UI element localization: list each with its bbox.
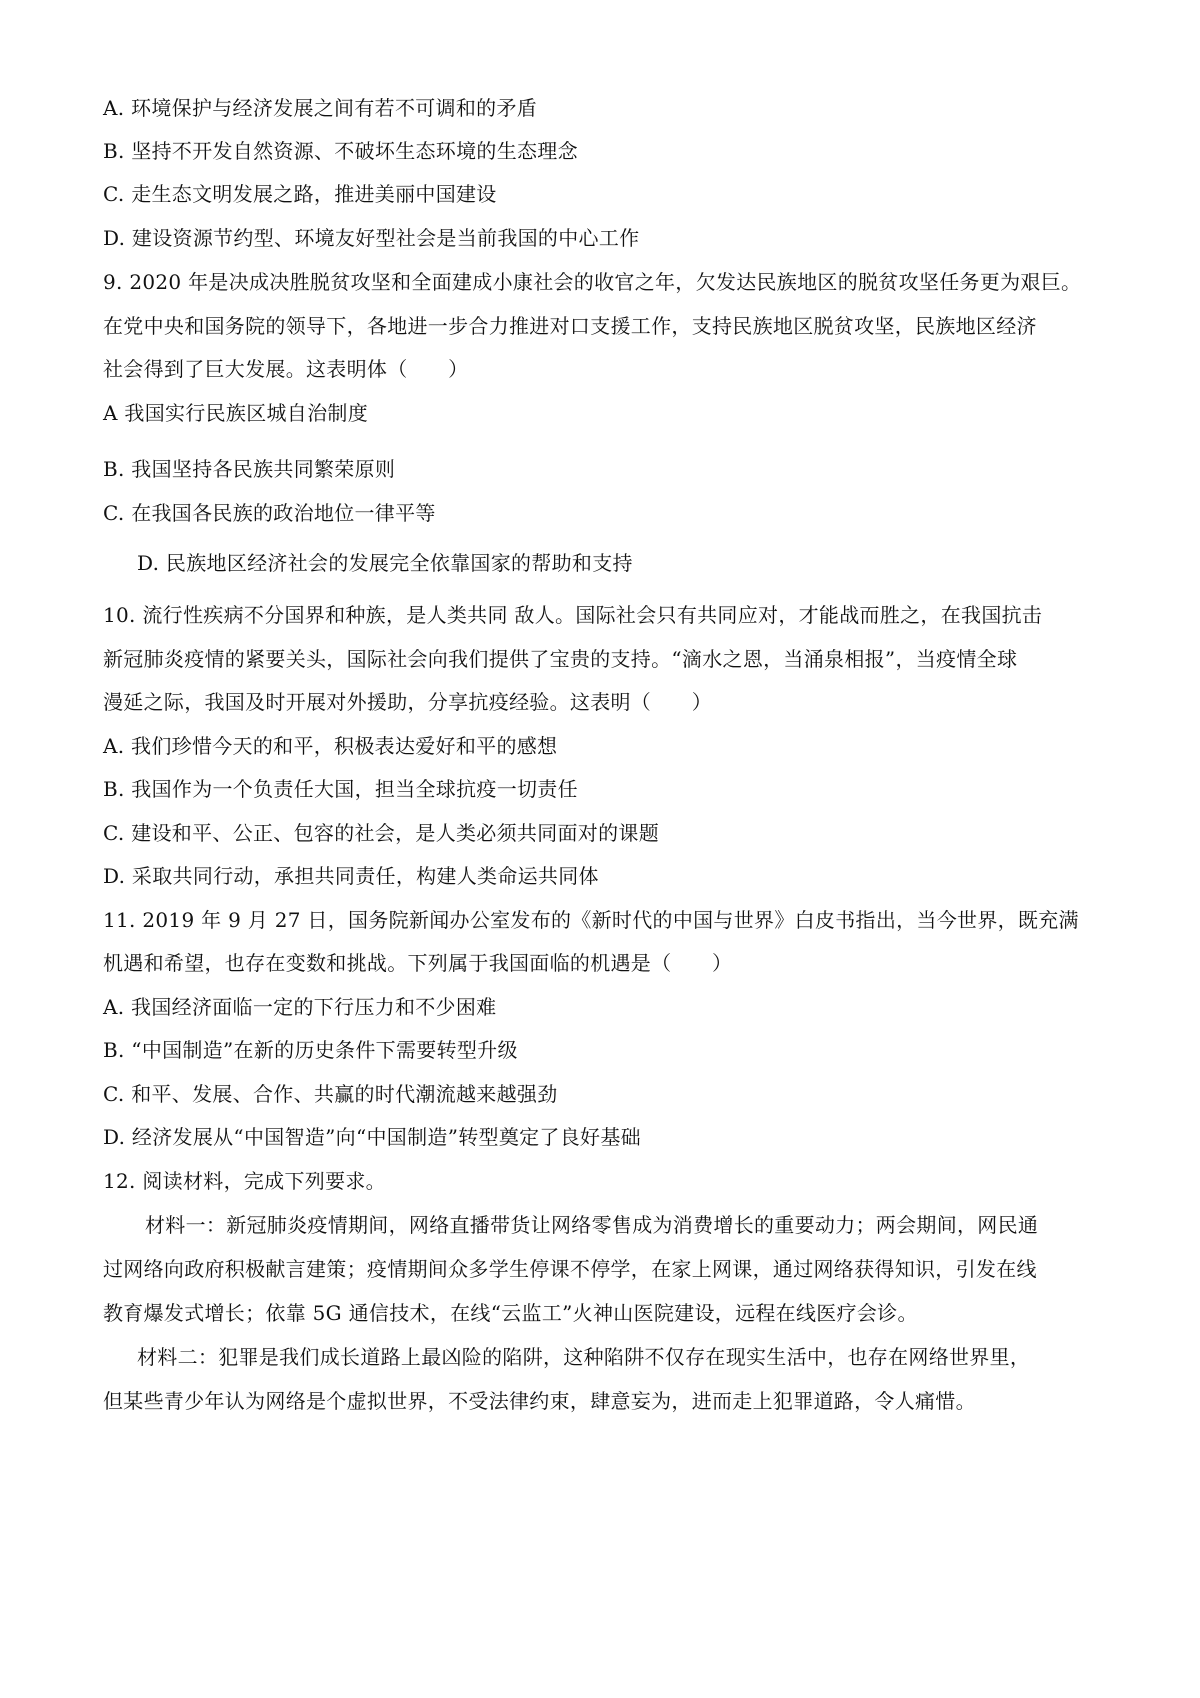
q11-option-a: A. 我国经济面临一定的下行压力和不少困难 [103,995,497,1019]
q10-option-d: D. 采取共同行动，承担共同责任，构建人类命运共同体 [103,864,599,888]
q12-material-2-line-2: 但某些青少年认为网络是个虚拟世界，不受法律约束，肆意妄为，进而走上犯罪道路，令人痛惜。 [103,1389,976,1413]
q11-option-b: B. “中国制造”在新的历史条件下需要转型升级 [103,1038,518,1062]
q10-stem-line-1: 10. 流行性疾病不分国界和种族，是人类共同 敌人。国际社会只有共同应对，才能战而胜之，在我国抗击 [103,603,1043,627]
q9-option-a: A 我国实行民族区城自治制度 [103,401,369,425]
q12-material-1-line-1: 材料一：新冠肺炎疫情期间，网络直播带货让网络零售成为消费增长的重要动力；两会期间，网民通 [145,1213,1039,1237]
q9-option-b: B. 我国坚持各民族共同繁荣原则 [103,457,396,481]
q9-stem-line-1: 9. 2020 年是决成决胜脱贫攻坚和全面建成小康社会的收官之年，欠发达民族地区的脱贫攻坚任务更为艰巨。 [103,270,1082,294]
q12-material-1-line-2: 过网络向政府积极献言建策；疫情期间众多学生停课不停学，在家上网课，通过网络获得知识，引发在线 [103,1257,1037,1281]
q12-stem: 12. 阅读材料，完成下列要求。 [103,1169,386,1193]
q9-option-d: D. 民族地区经济社会的发展完全依靠国家的帮助和支持 [137,551,633,575]
q10-option-a: A. 我们珍惜今天的和平，积极表达爱好和平的感想 [103,734,558,758]
q9-option-c: C. 在我国各民族的政治地位一律平等 [103,501,436,525]
q10-option-b: B. 我国作为一个负责任大国，担当全球抗疫一切责任 [103,777,578,801]
q11-stem-line-2: 机遇和希望，也存在变数和挑战。下列属于我国面临的机遇是（ ） [103,951,733,975]
q9-stem-line-3: 社会得到了巨大发展。这表明体（ ） [103,357,469,381]
q11-stem-line-1: 11. 2019 年 9 月 27 日，国务院新闻办公室发布的《新时代的中国与世界》白皮书指出，当今世界，既充满 [103,908,1079,932]
q11-option-c: C. 和平、发展、合作、共赢的时代潮流越来越强劲 [103,1082,558,1106]
q11-option-d: D. 经济发展从“中国智造”向“中国制造”转型奠定了良好基础 [103,1125,641,1149]
q8-option-b: B. 坚持不开发自然资源、不破坏生态环境的生态理念 [103,139,578,163]
q10-stem-line-2: 新冠肺炎疫情的紧要关头，国际社会向我们提供了宝贵的支持。“滴水之恩，当涌泉相报”，当疫情全球 [103,647,1018,671]
q12-material-1-line-3: 教育爆发式增长；依靠 5G 通信技术，在线“云监工”火神山医院建设，远程在线医疗会诊。 [103,1301,918,1325]
q9-stem-line-2: 在党中央和国务院的领导下，各地进一步合力推进对口支援工作，支持民族地区脱贫攻坚，民族地区经济 [103,314,1037,338]
q8-option-a: A. 环境保护与经济发展之间有若不可调和的矛盾 [103,96,538,120]
q12-material-2-line-1: 材料二：犯罪是我们成长道路上最凶险的陷阱，这种陷阱不仅存在现实生活中，也存在网络世界里， [137,1345,1031,1369]
q8-option-d: D. 建设资源节约型、环境友好型社会是当前我国的中心工作 [103,226,640,250]
q10-option-c: C. 建设和平、公正、包容的社会，是人类必须共同面对的课题 [103,821,660,845]
q8-option-c: C. 走生态文明发展之路，推进美丽中国建设 [103,182,497,206]
q10-stem-line-3: 漫延之际，我国及时开展对外援助，分享抗疫经验。这表明（ ） [103,690,712,714]
